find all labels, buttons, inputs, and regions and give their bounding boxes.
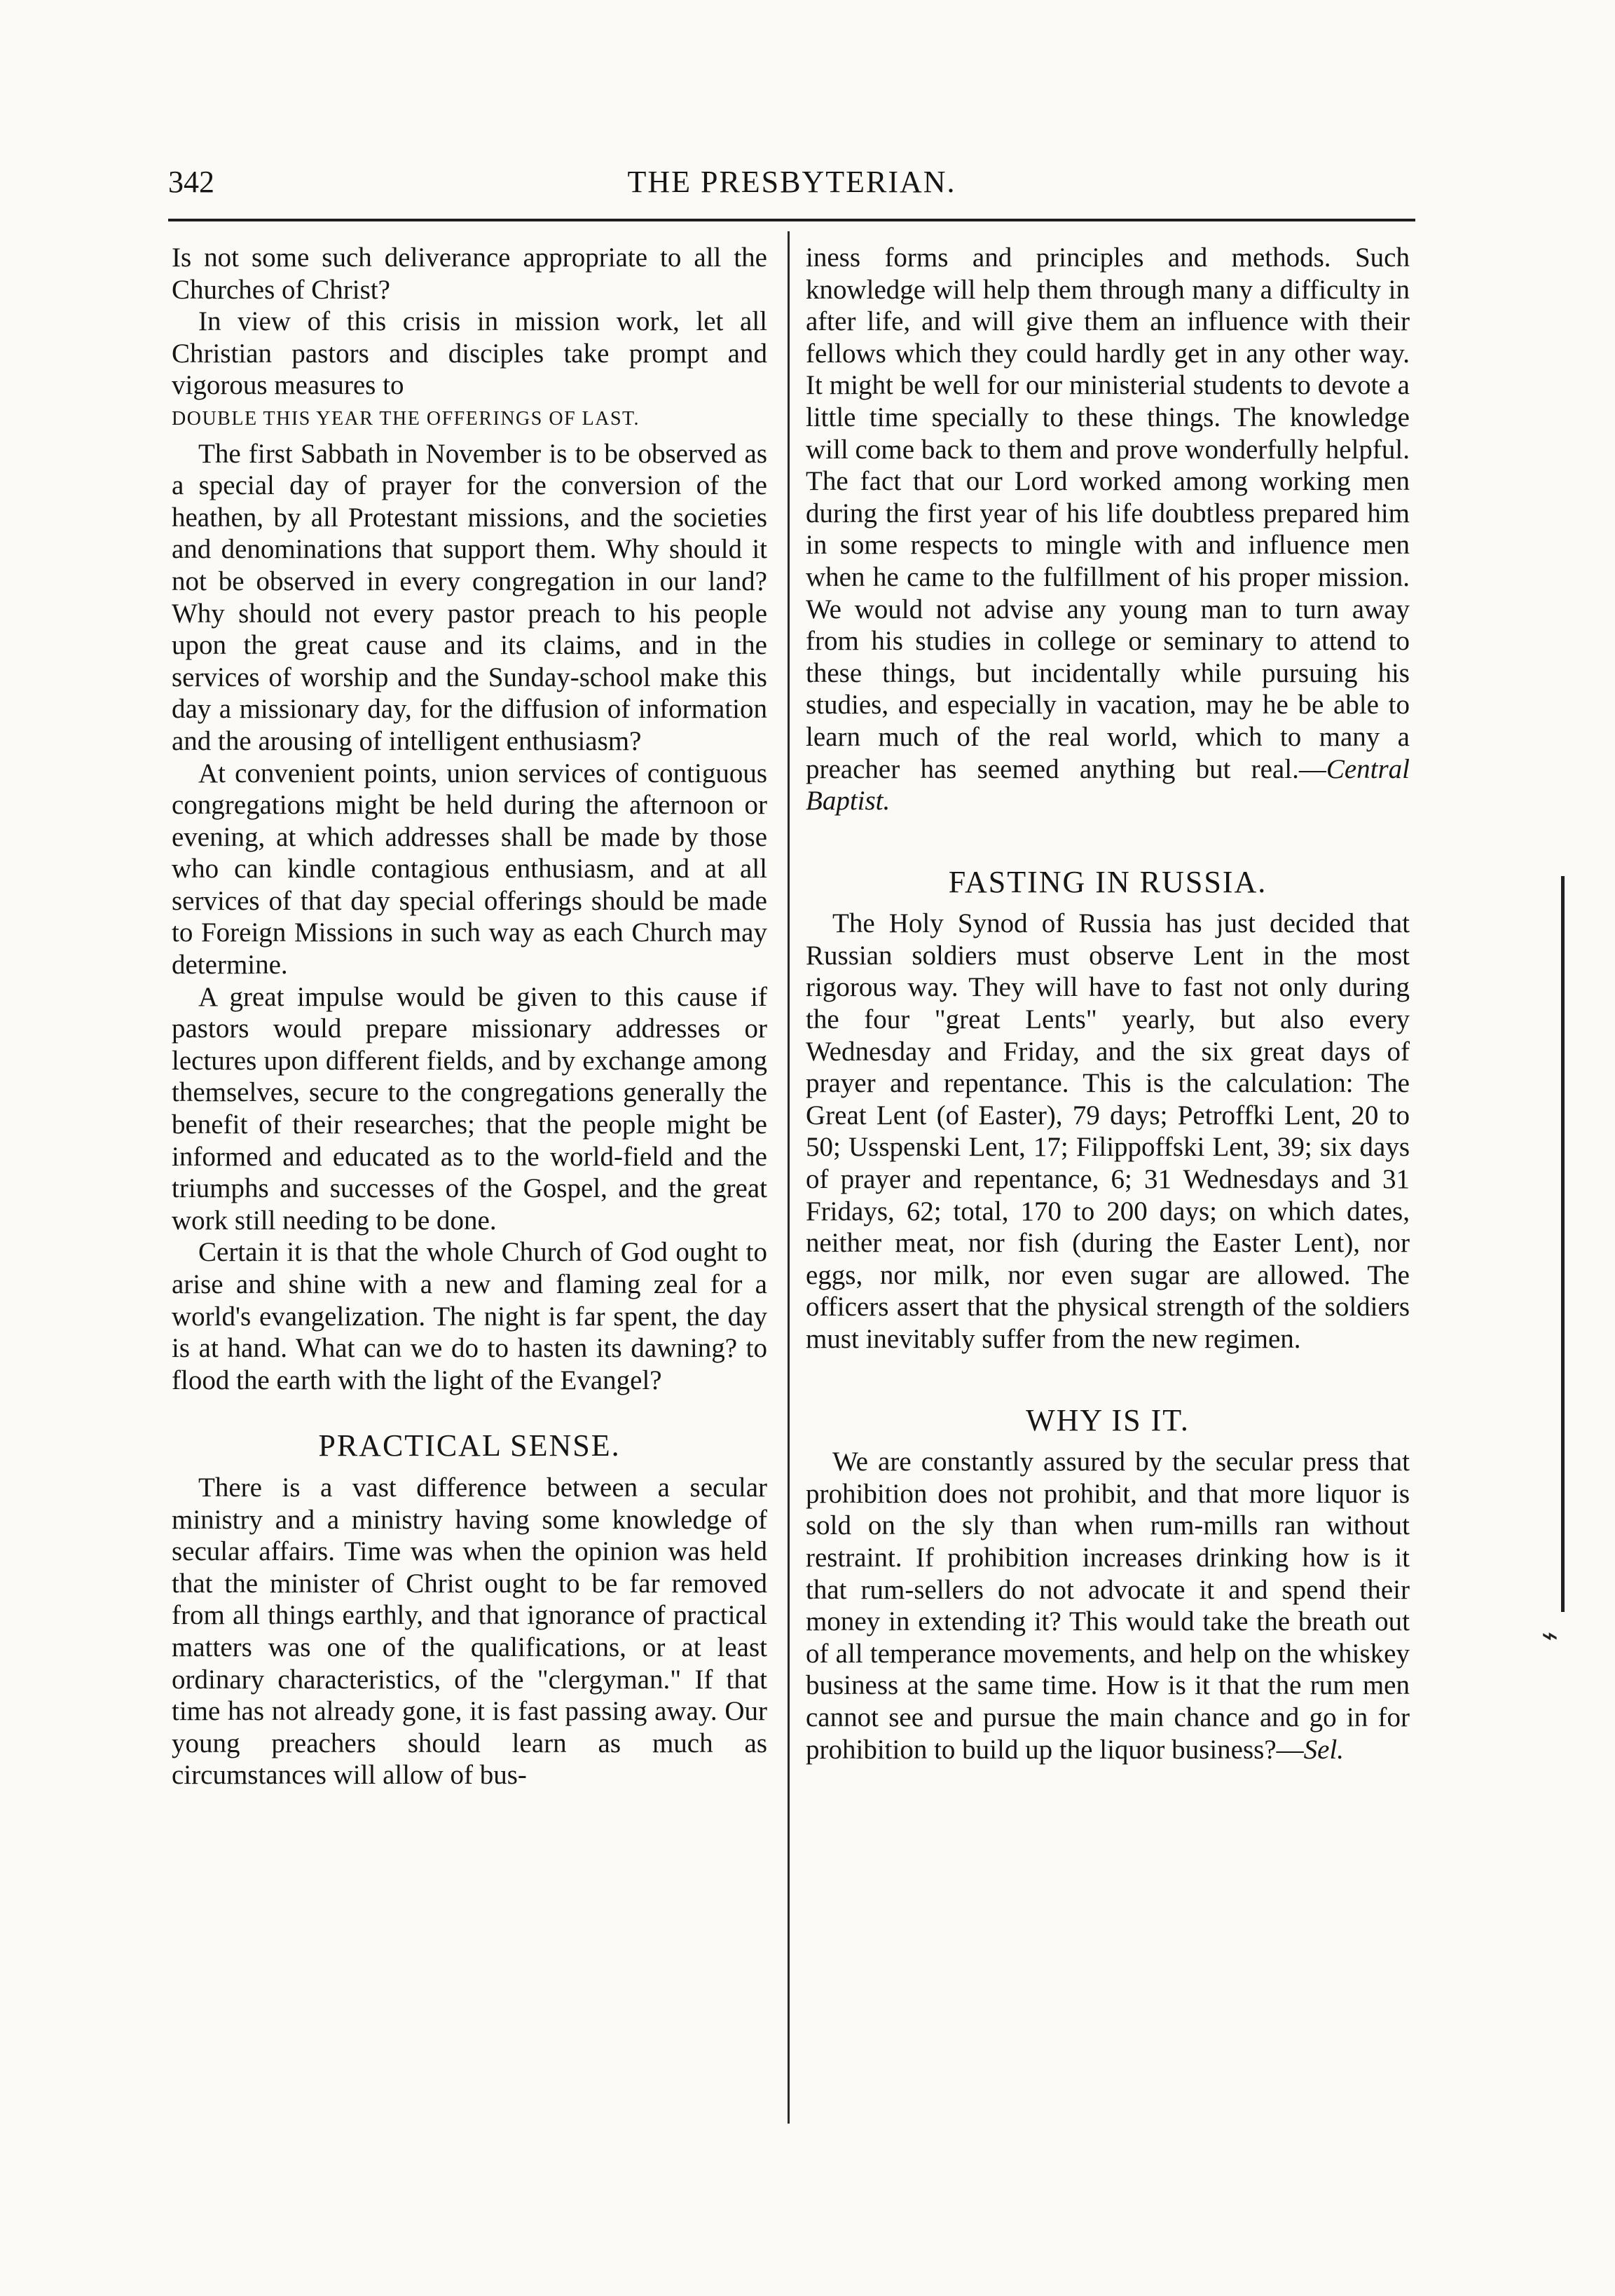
paragraph: The Holy Synod of Russia has just decided that Russian soldiers must observe Lent in the most rigorous way. They will have to fast not only during the four "great Lents" yearly, but also every Wednesday and Friday, and the six great days of prayer and repentance. This is the calculation: The Great Lent (of Easter), 79 days; Petroffki Lent, 20 to 50; Usspenski Lent, 17; Filippoffski Lent, 39; six days of prayer and repentance, 6; 31 Wednesdays and 31 Fridays, 62; total, 170 to 200 days; on which dates, neither meat, nor fish (during the Easter Lent), nor eggs, nor milk, nor even sugar are allowed. The officers assert that the physical strength of the soldiers must inevitably suffer from the new regimen. bbox=[806, 908, 1410, 1354]
paragraph: The first Sabbath in November is to be observed as a special day of prayer for the conversion of the heathen, by all Protestant missions, and the societies and denominations that support them. Why should it not be observed in every congregation in our land? Why should not every pastor preach to his people upon the great cause and its claims, and in the services of worship and the Sunday-school make this day a missionary day, for the diffusion of information and the arousing of intelligent enthusiasm? bbox=[172, 438, 767, 756]
paragraph: At convenient points, union services of contiguous congregations might be held during the afternoon or evening, at which addresses shall be made by those who can kindle contagious enthusiasm, and at all services of that day special offerings should be made to Foreign Missions in such way as each Church may determine. bbox=[172, 758, 767, 980]
column-rule bbox=[788, 231, 790, 2124]
section-title: PRACTICAL SENSE. bbox=[318, 1428, 621, 1463]
paragraph bbox=[806, 1446, 1410, 1765]
paragraph-text: iness forms and principles and methods. Such knowledge will help them through many a difficulty in after life, and will give them an influence with their fellows which they could hardly get in any other way. It might be well for our ministerial students to devote a little time specially to these things. The knowledge will come back to them and prove wonderfully helpful. The fact that our Lord worked among working men during the first year of his life doubtless prepared him in some respects to mingle with and influence men when he came to the fulfillment of his proper mission. We would not advise any young man to turn away from his studies in college or seminary to attend to these things, but incidentally while pursuing his studies, and especially in vacation, may he be able to learn much of the real world, which to many a preacher has seemed anything but real.— bbox=[806, 242, 1410, 784]
paragraph: A great impulse would be given to this cause if pastors would prepare missionary addresses or lectures upon different fields, and by exchange among themselves, secure to the congregations generally the benefit of their researches; that the people might be informed and educated as to the world-field and the triumphs and successes of the Gospel, and the great work still needing to be done. bbox=[172, 981, 767, 1236]
signature: Sel. bbox=[1303, 1734, 1345, 1765]
section-title: WHY IS IT. bbox=[1026, 1402, 1190, 1437]
header-rule bbox=[168, 219, 1415, 221]
page-number: 342 bbox=[168, 165, 214, 199]
paragraph: Certain it is that the whole Church of God ought to arise and shine with a new and flaming zeal for a world's evangelization. The night is far spent, the day is at hand. What can we do to hasten its dawning? to flood the earth with the light of the Evangel? bbox=[172, 1237, 767, 1395]
paragraph: In view of this crisis in mission work, let all Christian pastors and disciples take prompt and vigorous measures to bbox=[172, 306, 767, 401]
signature: Central Baptist. bbox=[806, 753, 1410, 816]
paragraph: There is a vast difference between a secular ministry and a ministry having some knowledge of secular affairs. Time was when the opinion was held that the minister of Christ ought to be far removed from all things earthly, and that ignorance of practical matters was one of the qualifications, or at least ordinary characteristics, of the "clergyman." If that time has not already gone, it is fast passing away. Our young preachers should learn as much as circumstances will allow of bus- bbox=[172, 1472, 767, 1791]
right-column bbox=[806, 242, 1410, 1765]
margin-mark-icon: ⌁ bbox=[1541, 1620, 1559, 1651]
paragraph-text: We are constantly assured by the secular press that prohibition does not prohibit, and that more liquor is sold on the sly than when rum-mills ran without restraint. If prohibition increases drinking how is it that rum-sellers do not advocate it and spend their money in extending it? This would take the breath out of all temperance movements, and help on the whiskey business at the same time. How is it that the rum men cannot see and pursue the main chance and go in for prohibition to build up the liquor business?— bbox=[806, 1447, 1410, 1765]
margin-line bbox=[1561, 876, 1565, 1612]
paragraph: Is not some such deliverance appropriate to all the Churches of Christ? bbox=[172, 242, 767, 305]
section-title: FASTING IN RUSSIA. bbox=[948, 864, 1267, 899]
page-header bbox=[168, 156, 1415, 212]
left-column bbox=[172, 242, 767, 1791]
running-title: THE PRESBYTERIAN. bbox=[627, 165, 956, 199]
emphasis-line: DOUBLE THIS YEAR THE OFFERINGS OF LAST. bbox=[172, 407, 640, 430]
paragraph bbox=[806, 242, 1410, 817]
